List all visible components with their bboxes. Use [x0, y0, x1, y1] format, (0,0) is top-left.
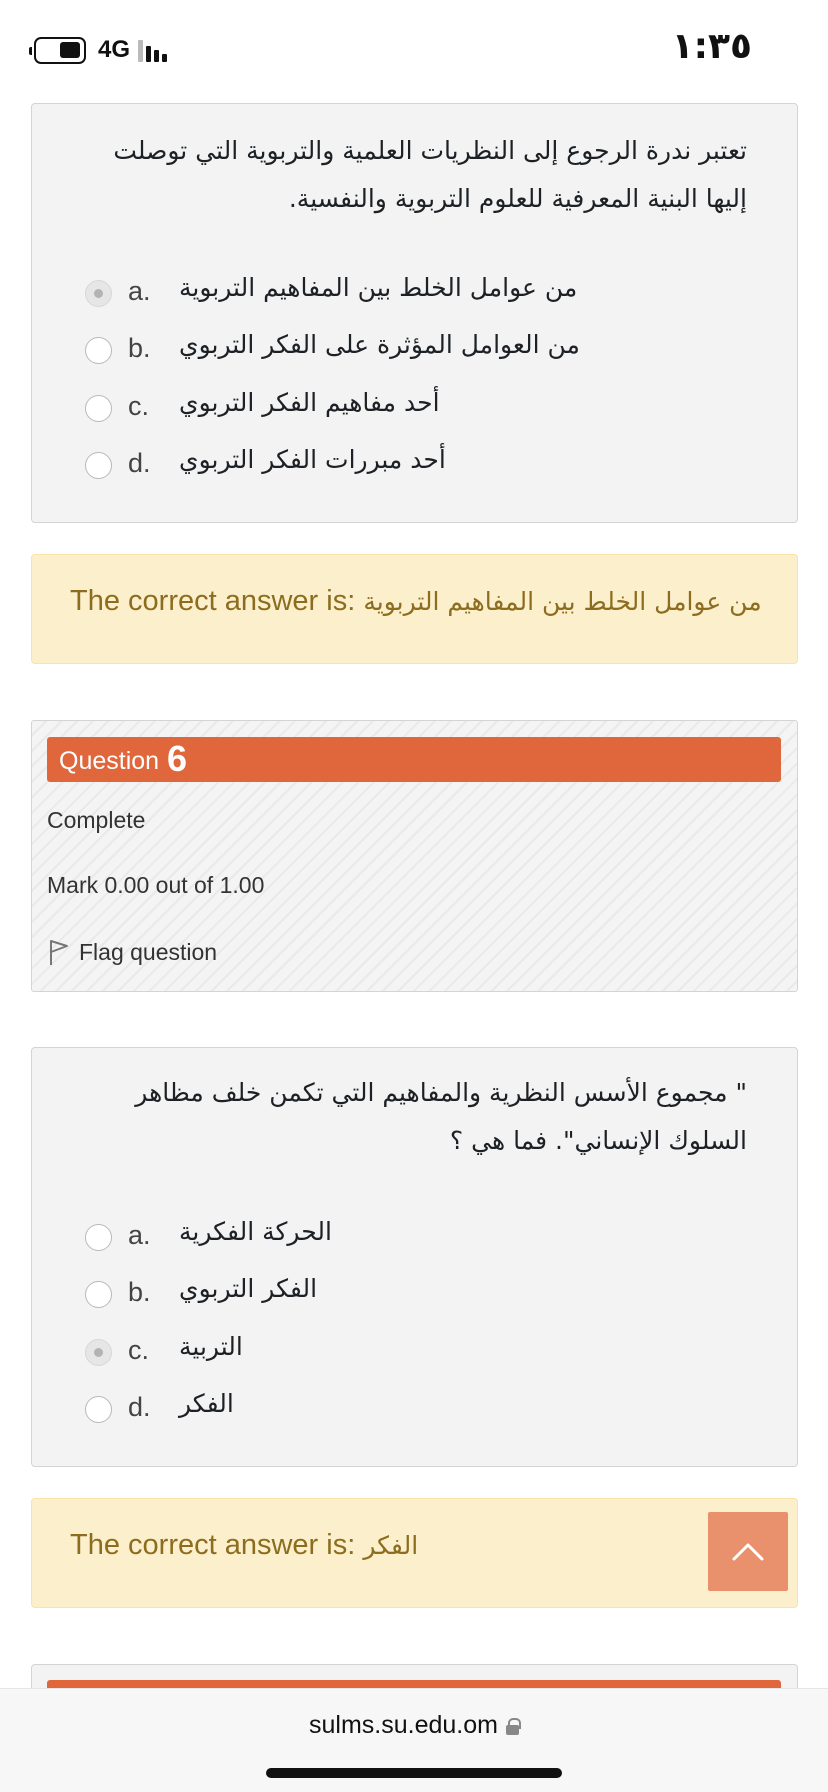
question-grade: Mark 0.00 out of 1.00 [47, 872, 265, 898]
question-6-info [31, 720, 798, 992]
lock-icon [506, 1718, 519, 1734]
answer-option-d[interactable] [32, 1385, 732, 1435]
chevron-up-icon [732, 1538, 764, 1564]
radio-button[interactable] [85, 1224, 112, 1251]
question-5-feedback [31, 554, 798, 664]
question-5-text: تعتبر ندرة الرجوع إلى النظريات العلمية والتربوية التي توصلت إليها البنية المعرفية للعلوم التربوية والنفسية. [113, 136, 747, 213]
question-6-text: " مجموع الأسس النظرية والمفاهيم التي تكمن خلف مظاهر السلوك الإنساني". فما هي ؟ [135, 1078, 747, 1155]
correct-answer-text: من عوامل الخلط بين المفاهيم التربوية [363, 587, 762, 616]
option-text: من العوامل المؤثرة على الفكر التربوي [179, 330, 580, 359]
answer-option-b[interactable] [32, 326, 732, 376]
option-letter: a. [128, 276, 151, 306]
answer-option-d[interactable] [32, 441, 732, 491]
url-text: sulms.su.edu.om [309, 1711, 498, 1739]
answer-option-c[interactable] [32, 384, 732, 434]
option-text: الفكر التربوي [179, 1274, 318, 1303]
option-letter: c. [128, 391, 150, 421]
answer-option-a[interactable] [32, 1213, 732, 1263]
answer-option-c[interactable] [32, 1328, 732, 1378]
question-5-card [31, 103, 798, 523]
clock: ١:٣٥ [671, 26, 752, 67]
option-text: من عوامل الخلط بين المفاهيم التربوية [179, 273, 578, 302]
status-bar [0, 0, 828, 100]
option-letter: b. [128, 1277, 151, 1307]
radio-button[interactable] [85, 1339, 112, 1366]
option-text: أحد مبررات الفكر التربوي [179, 445, 446, 474]
flag-question-link[interactable] [47, 937, 217, 967]
flag-question-label: Flag question [79, 938, 218, 965]
battery-icon [34, 37, 86, 64]
radio-button[interactable] [85, 337, 112, 364]
option-letter: a. [128, 1220, 151, 1250]
radio-button[interactable] [85, 280, 112, 307]
back-to-top-button[interactable] [708, 1512, 788, 1591]
question-label: Question [59, 747, 160, 775]
browser-address-bar[interactable] [0, 1688, 828, 1792]
option-text: الحركة الفكرية [179, 1217, 332, 1246]
option-letter: c. [128, 1335, 150, 1365]
flag-icon [47, 937, 71, 967]
radio-button[interactable] [85, 452, 112, 479]
feedback-prefix: The correct answer is: [70, 585, 364, 617]
question-number: 6 [167, 738, 188, 779]
option-text: أحد مفاهيم الفكر التربوي [179, 388, 440, 417]
option-text: الفكر [179, 1389, 234, 1418]
question-number-header [47, 737, 781, 782]
feedback-prefix: The correct answer is: [70, 1529, 364, 1561]
home-indicator[interactable] [266, 1768, 562, 1778]
signal-icon [138, 38, 170, 62]
radio-button[interactable] [85, 1396, 112, 1423]
option-letter: b. [128, 333, 151, 363]
answer-option-a[interactable] [32, 269, 732, 319]
option-letter: d. [128, 448, 151, 478]
correct-answer-text: الفكر [363, 1531, 419, 1560]
question-state: Complete [47, 807, 146, 833]
network-type: 4G [98, 36, 131, 63]
question-6-feedback [31, 1498, 798, 1608]
question-6-card [31, 1047, 798, 1467]
radio-button[interactable] [85, 395, 112, 422]
option-letter: d. [128, 1392, 151, 1422]
option-text: التربية [179, 1332, 243, 1361]
radio-button[interactable] [85, 1281, 112, 1308]
answer-option-b[interactable] [32, 1270, 732, 1320]
